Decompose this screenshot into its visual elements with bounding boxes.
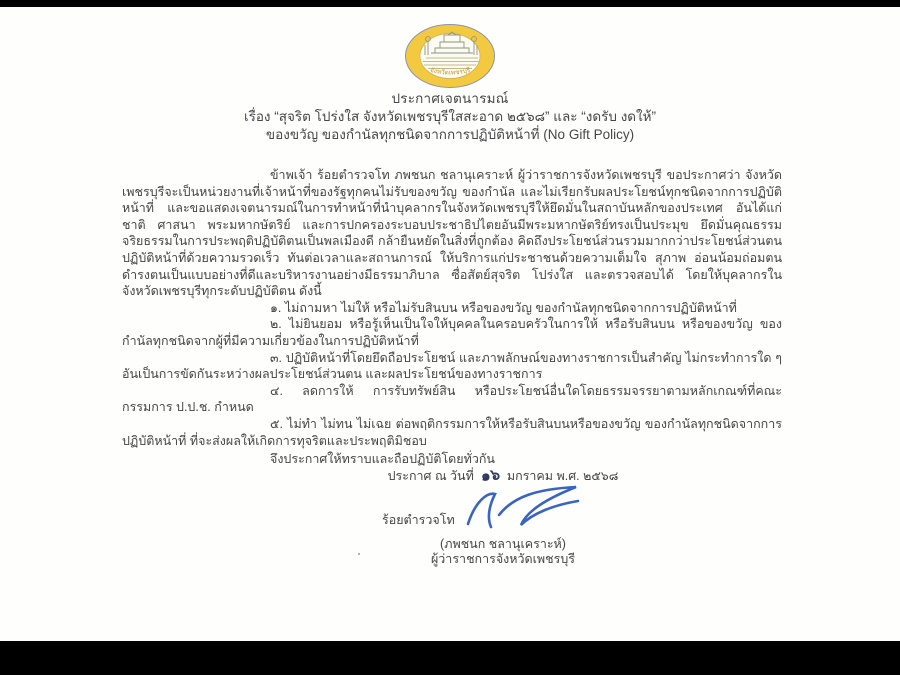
scan-noise-dot xyxy=(358,553,360,555)
subject-line-1: เรื่อง “สุจริต โปร่งใส จังหวัดเพชรบุรีใสสะอาด ๒๕๖๘” และ “งดรับ งดให้” xyxy=(243,109,657,124)
document-body xyxy=(122,167,782,572)
seal-caption: จังหวัดเพชรบุรี xyxy=(429,66,471,77)
closing-line: จึงประกาศให้ทราบและถือปฏิบัติโดยทั่วกัน xyxy=(270,452,495,467)
letterbox-bottom-bar xyxy=(0,641,900,675)
phetchaburi-province-seal-icon xyxy=(404,23,496,89)
subject-line-2: ของขวัญ ของกำนัลทุกชนิดจากการปฏิบัติหน้าที่ (No Gift Policy) xyxy=(265,127,635,142)
signature-block xyxy=(338,488,668,572)
policy-item-5: ๕. ไม่ทำ ไม่ทน ไม่เฉย ต่อพฤติกรรมการให้หรือรับสินบนหรือของขวัญ ของกำนัลทุกชนิดจากการปฏิบัติหน้าที่ ที่จะส่งผลให้เกิดการทุจริตและประพฤติมิชอบ xyxy=(122,416,782,448)
policy-item-2: ๒. ไม่ยินยอม หรือรู้เห็นเป็นใจให้บุคคลในครอบครัวในการให้ หรือรับสินบน หรือของขวัญ ของกำนัลทุกชนิดจากผู้ที่มีความเกี่ยวข้องในการปฏิบัติหน้าที่ xyxy=(122,317,782,348)
signer-name: (ภพชนก ชลานุเคราะห์) xyxy=(440,537,566,552)
signer-rank: ร้อยตำรวจโท xyxy=(382,513,455,528)
date-suffix: มกราคม พ.ศ. ๒๕๖๘ xyxy=(506,468,619,483)
document-header xyxy=(0,90,900,144)
date-prefix: ประกาศ ณ วันที่ xyxy=(387,468,474,483)
signer-title: ผู้ว่าราชการจังหวัดเพชรบุรี xyxy=(430,552,576,567)
body-paragraph: ข้าพเจ้า ร้อยตำรวจโท ภพชนก ชลานุเคราะห์ ผู้ว่าราชการจังหวัดเพชรบุรี ขอประกาศว่า จังหวัดเพชรบุรีจะเป็นหน่วยงานที่เจ้าหน้าที่ของรัฐทุกคนไม่รับของขวัญ ของกำนัล และไม่เรียกรับผลประโยชน์ทุกชนิดจากการปฏิบัติหน้าที่ และขอแสดงเจตนารมณ์ในการทำหน้าที่นำบุคลากรในจังหวัดเพชรบุรีให้ยึดมั่นในสถาบันหลักของประเทศ อันได้แก่ ชาติ ศาสนา พระมหากษัตริย์ และการปกครองระบอบประชาธิปไตยอันมีพระมหากษัตริย์ทรงเป็นประมุข ยึดมั่นคุณธรรม จริยธรรมในการประพฤติปฏิบัติตนเป็นพลเมืองดี กล้ายืนหยัดในสิ่งที่ถูกต้อง คิดถึงประโยชน์ส่วนรวมมากกว่าประโยชน์ส่วนตน ปฏิบัติหน้าที่ด้วยความรวดเร็ว ทันต่อเวลาและสถานการณ์ ให้บริการแก่ประชาชนด้วยความเต็มใจ สุภาพ อ่อนน้อมถ่อมตนดำรงตนเป็นแบบอย่างที่ดีและบริหารงานอย่างมีธรรมาภิบาล ซื่อสัตย์สุจริต โปร่งใส และตรวจสอบได้ โดยให้บุคลากรในจังหวัดเพชรบุรีทุกระดับปฏิบัติตน ดังนี้ xyxy=(122,168,782,299)
date-line xyxy=(122,465,782,485)
document-page xyxy=(0,7,900,641)
doc-title: ประกาศเจตนารมณ์ xyxy=(391,91,509,106)
policy-item-4: ๔. ลดการให้ การรับทรัพย์สิน หรือประโยชน์อื่นใดโดยธรรมจรรยาตามหลักเกณฑ์ที่คณะกรรมการ ป.ป.ช. กำหนด xyxy=(122,383,782,415)
policy-item-1: ๑. ไม่ถามหา ไม่ให้ หรือไม่รับสินบน หรือของขวัญ ของกำนัลทุกชนิดจากการปฏิบัติหน้าที่ xyxy=(270,300,737,315)
signature-scribble-icon xyxy=(460,482,585,536)
handwritten-day: ๑๖ xyxy=(480,465,501,485)
policy-item-3: ๓. ปฏิบัติหน้าที่โดยยึดถือประโยชน์ และภาพลักษณ์ของทางราชการเป็นสำคัญ ไม่กระทำการใด ๆ อันเป็นการขัดกันระหว่างผลประโยชน์ส่วนตน และผลประโยชน์ของทางราชการ xyxy=(122,350,782,382)
letterbox-top-bar xyxy=(0,0,900,7)
